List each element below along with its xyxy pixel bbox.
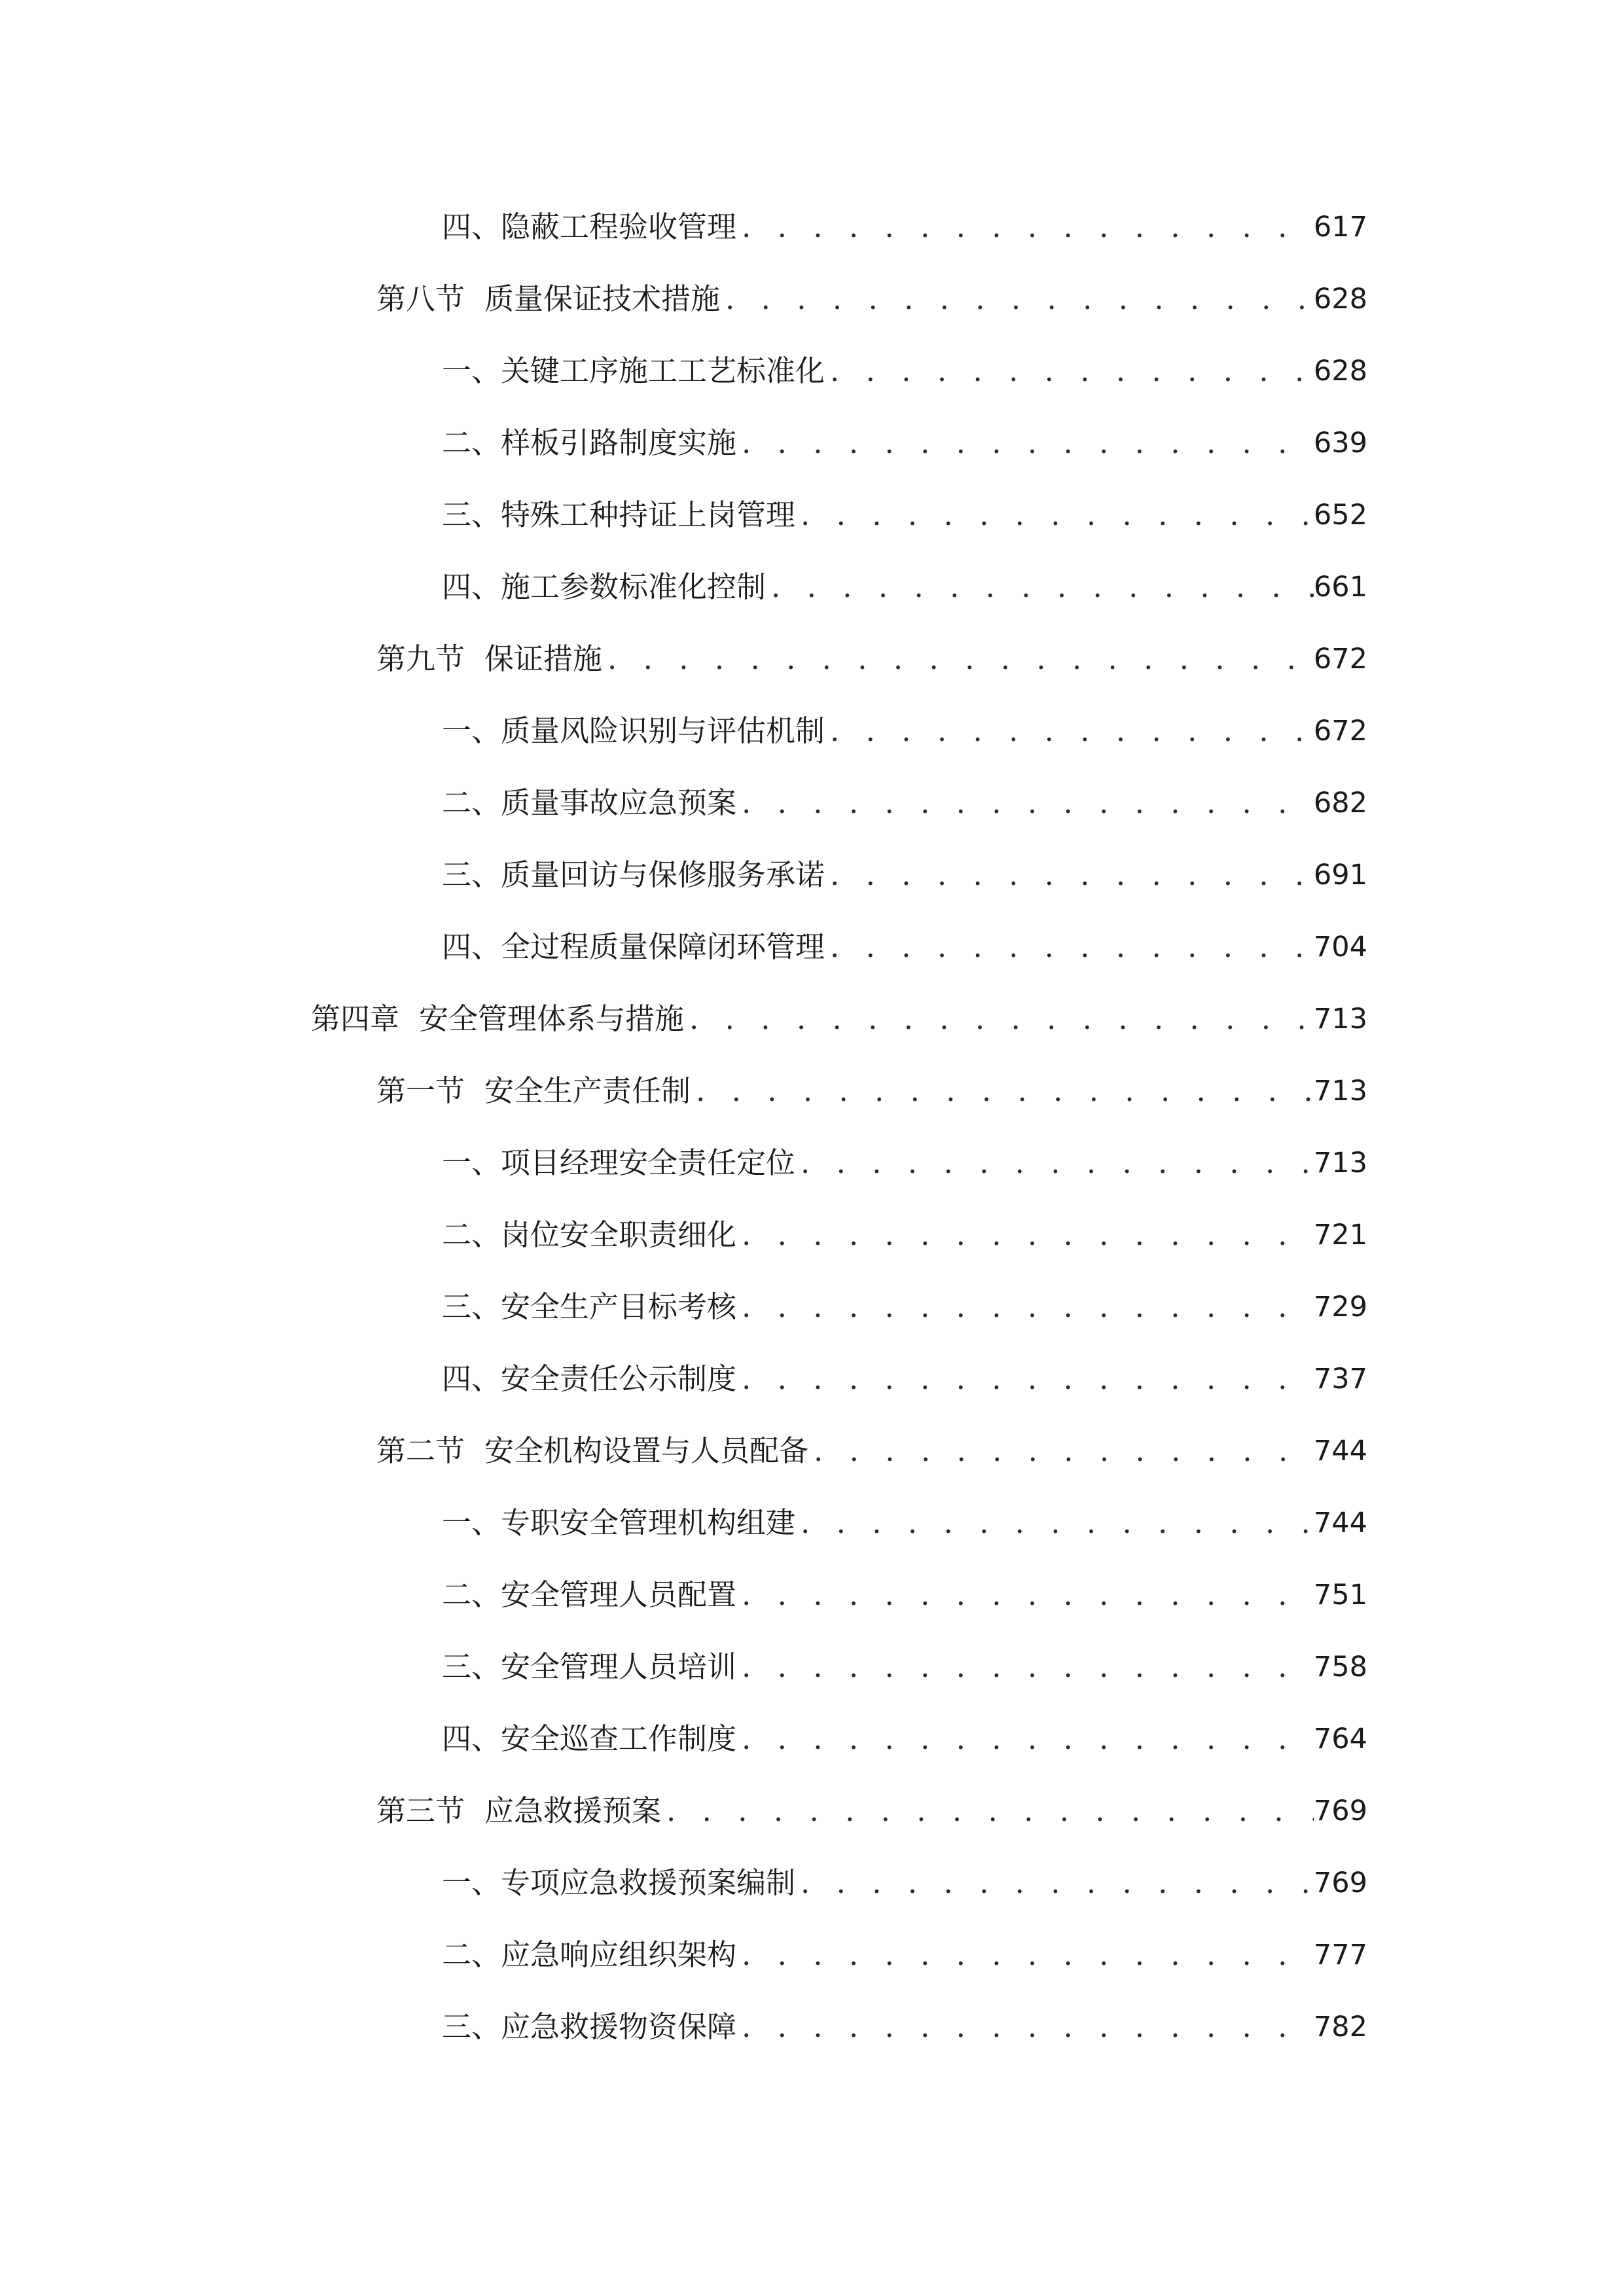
- dot-leader: [742, 1215, 1314, 1255]
- toc-entry-marker: 二、: [442, 425, 501, 460]
- toc-entry[interactable]: [0, 623, 1624, 695]
- toc-entry-title: 质量保证技术措施: [484, 281, 721, 316]
- toc-entry-marker: 第三节: [376, 1793, 465, 1828]
- toc-entry[interactable]: [0, 1991, 1624, 2063]
- toc-entry-page-number: 713: [1313, 1003, 1367, 1035]
- toc-entry-marker: 一、: [442, 1505, 501, 1540]
- toc-entry[interactable]: [0, 767, 1624, 839]
- toc-entry-title: 质量风险识别与评估机制: [501, 713, 825, 748]
- toc-entry-title: 安全生产目标考核: [501, 1289, 737, 1324]
- dot-leader: [742, 1719, 1314, 1759]
- toc-entry-marker: 一、: [442, 1145, 501, 1180]
- dot-leader: [742, 2007, 1314, 2047]
- dot-leader: [801, 1863, 1314, 1903]
- toc-entry-page-number: 737: [1313, 1363, 1367, 1395]
- toc-entry-page-number: 713: [1313, 1147, 1367, 1179]
- toc-entry-title: 施工参数标准化控制: [501, 569, 767, 604]
- toc-entry-title: 安全生产责任制: [484, 1073, 691, 1108]
- toc-entry-title: 安全责任公示制度: [501, 1361, 737, 1396]
- toc-entry-title: 关键工序施工工艺标准化: [501, 353, 825, 388]
- toc-entry-title: 保证措施: [484, 641, 603, 676]
- toc-entry-page-number: 782: [1313, 2011, 1367, 2043]
- dot-leader: [742, 1647, 1314, 1687]
- dot-leader: [725, 279, 1314, 319]
- dot-leader: [830, 927, 1314, 967]
- toc-entry-page-number: 713: [1313, 1075, 1367, 1107]
- toc-entry-page-number: 764: [1313, 1723, 1367, 1755]
- toc-entry-marker: 二、: [442, 1577, 501, 1612]
- dot-leader: [666, 1791, 1314, 1831]
- dot-leader: [742, 207, 1314, 247]
- toc-entry-marker: 第二节: [376, 1433, 465, 1468]
- toc-entry-marker: 二、: [442, 1217, 501, 1252]
- dot-leader: [830, 711, 1314, 751]
- toc-entry-marker: 三、: [442, 1289, 501, 1324]
- toc-entry[interactable]: [0, 191, 1624, 263]
- toc-entry-title: 应急救援物资保障: [501, 2009, 737, 2044]
- toc-entry-page-number: 661: [1313, 571, 1367, 603]
- dot-leader: [689, 999, 1314, 1039]
- toc-entry[interactable]: [0, 479, 1624, 551]
- toc-entry-marker: 三、: [442, 497, 501, 532]
- toc-entry-title: 专项应急救援预案编制: [501, 1865, 796, 1900]
- toc-entry-marker: 一、: [442, 713, 501, 748]
- dot-leader: [742, 1359, 1314, 1399]
- toc-entry-marker: 四、: [442, 569, 501, 604]
- toc-entry[interactable]: [0, 551, 1624, 623]
- toc-entry[interactable]: [0, 1199, 1624, 1271]
- dot-leader: [814, 1431, 1314, 1471]
- toc-entry[interactable]: [0, 1487, 1624, 1559]
- toc-entry-page-number: 769: [1313, 1867, 1367, 1899]
- toc-entry-title: 全过程质量保障闭环管理: [501, 929, 825, 964]
- toc-entry-title: 特殊工种持证上岗管理: [501, 497, 796, 532]
- toc-entry-page-number: 758: [1313, 1651, 1367, 1683]
- toc-entry-page-number: 744: [1313, 1507, 1367, 1539]
- dot-leader: [742, 1575, 1314, 1615]
- toc-entry-marker: 二、: [442, 1937, 501, 1972]
- toc-entry-page-number: 721: [1313, 1219, 1367, 1251]
- dot-leader: [607, 639, 1314, 679]
- dot-leader: [742, 783, 1314, 823]
- toc-entry-title: 项目经理安全责任定位: [501, 1145, 796, 1180]
- toc-entry-marker: 一、: [442, 1865, 501, 1900]
- toc-entry[interactable]: [0, 1631, 1624, 1703]
- toc-entry-title: 质量回访与保修服务承诺: [501, 857, 825, 892]
- dot-leader: [742, 423, 1314, 463]
- toc-entry-page-number: 751: [1313, 1579, 1367, 1611]
- toc-entry[interactable]: [0, 407, 1624, 479]
- toc-entry[interactable]: [0, 695, 1624, 767]
- toc-entry-title: 质量事故应急预案: [501, 785, 737, 820]
- toc-entry-page-number: 672: [1313, 715, 1367, 747]
- dot-leader: [830, 351, 1314, 391]
- toc-entry-marker: 第九节: [376, 641, 465, 676]
- toc-entry-page-number: 729: [1313, 1291, 1367, 1323]
- toc-entry-marker: 三、: [442, 2009, 501, 2044]
- toc-entry-title: 样板引路制度实施: [501, 425, 737, 460]
- toc-entry-title: 隐蔽工程验收管理: [501, 209, 737, 244]
- dot-leader: [771, 567, 1314, 607]
- toc-entry[interactable]: [0, 1703, 1624, 1775]
- dot-leader: [742, 1287, 1314, 1327]
- toc-entry-marker: 四、: [442, 1361, 501, 1396]
- dot-leader: [801, 1143, 1314, 1183]
- toc-entry-page-number: 672: [1313, 643, 1367, 675]
- toc-entry[interactable]: [0, 983, 1624, 1055]
- dot-leader: [801, 1503, 1314, 1543]
- toc-entry[interactable]: [0, 839, 1624, 911]
- toc-entry[interactable]: [0, 1055, 1624, 1127]
- table-of-contents: [0, 191, 1624, 2063]
- toc-entry-marker: 三、: [442, 857, 501, 892]
- toc-entry-page-number: 617: [1313, 211, 1367, 243]
- toc-entry[interactable]: [0, 263, 1624, 335]
- toc-entry-marker: 第一节: [376, 1073, 465, 1108]
- toc-entry[interactable]: [0, 1343, 1624, 1415]
- toc-entry-page-number: 639: [1313, 427, 1367, 459]
- toc-entry-title: 应急救援预案: [484, 1793, 662, 1828]
- toc-entry-page-number: 769: [1313, 1795, 1367, 1827]
- toc-entry-page-number: 628: [1313, 355, 1367, 387]
- toc-entry-title: 专职安全管理机构组建: [501, 1505, 796, 1540]
- toc-entry[interactable]: [0, 1775, 1624, 1847]
- toc-entry[interactable]: [0, 1271, 1624, 1343]
- toc-entry-marker: 第八节: [376, 281, 465, 316]
- toc-entry-page-number: 628: [1313, 283, 1367, 315]
- toc-entry[interactable]: [0, 911, 1624, 983]
- toc-entry[interactable]: [0, 1127, 1624, 1199]
- toc-entry-marker: 四、: [442, 209, 501, 244]
- dot-leader: [696, 1071, 1314, 1111]
- toc-entry-title: 安全管理人员培训: [501, 1649, 737, 1684]
- toc-entry[interactable]: [0, 1919, 1624, 1991]
- toc-entry-page-number: 744: [1313, 1435, 1367, 1467]
- toc-entry-marker: 一、: [442, 353, 501, 388]
- toc-entry-page-number: 704: [1313, 931, 1367, 963]
- toc-entry[interactable]: [0, 335, 1624, 407]
- toc-entry-title: 安全巡查工作制度: [501, 1721, 737, 1756]
- toc-entry-marker: 二、: [442, 785, 501, 820]
- toc-entry-title: 岗位安全职责细化: [501, 1217, 737, 1252]
- toc-entry-title: 应急响应组织架构: [501, 1937, 737, 1972]
- dot-leader: [801, 495, 1314, 535]
- dot-leader: [830, 855, 1314, 895]
- toc-entry[interactable]: [0, 1415, 1624, 1487]
- toc-entry-page-number: 682: [1313, 787, 1367, 819]
- toc-entry-title: 安全管理人员配置: [501, 1577, 737, 1612]
- toc-entry-page-number: 691: [1313, 859, 1367, 891]
- toc-entry-marker: 四、: [442, 1721, 501, 1756]
- toc-entry-title: 安全管理体系与措施: [419, 1001, 685, 1036]
- toc-entry-marker: 第四章: [311, 1001, 400, 1036]
- toc-entry-marker: 四、: [442, 929, 501, 964]
- toc-entry-page-number: 652: [1313, 499, 1367, 531]
- toc-entry-title: 安全机构设置与人员配备: [484, 1433, 809, 1468]
- toc-entry[interactable]: [0, 1847, 1624, 1919]
- toc-entry[interactable]: [0, 1559, 1624, 1631]
- toc-entry-page-number: 777: [1313, 1939, 1367, 1971]
- dot-leader: [742, 1935, 1314, 1975]
- toc-entry-marker: 三、: [442, 1649, 501, 1684]
